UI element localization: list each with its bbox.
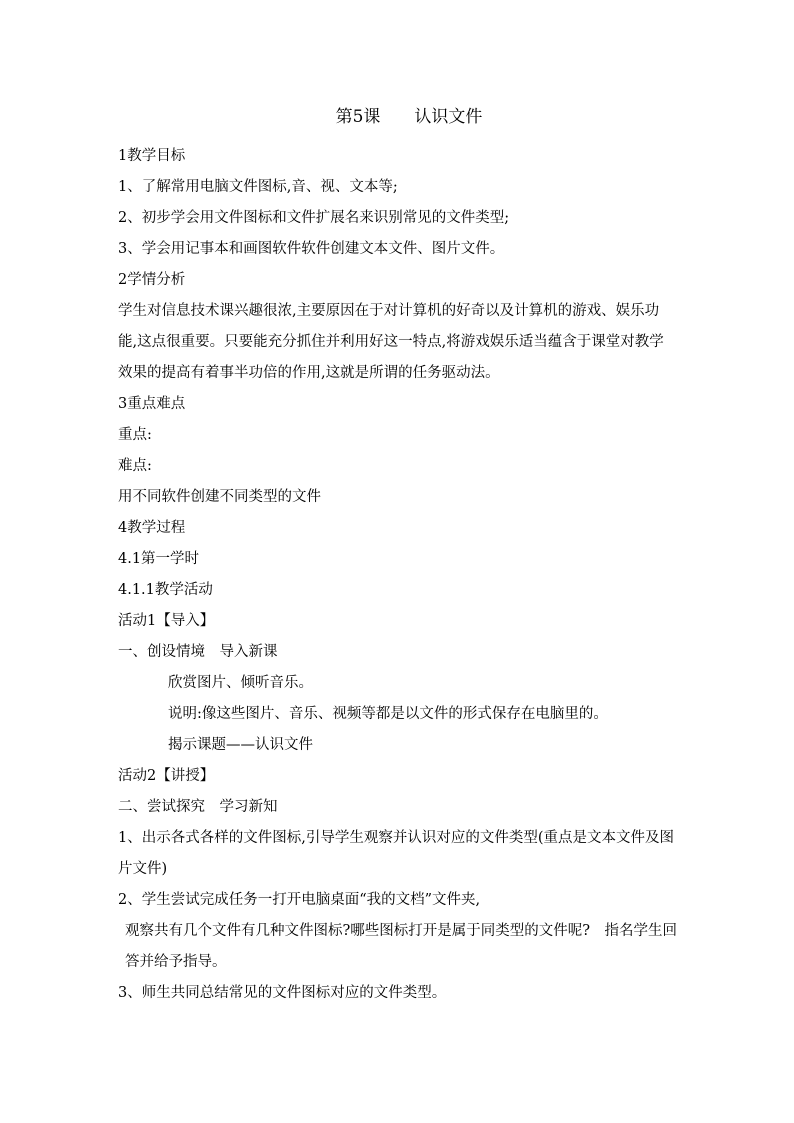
objective-item: 1、了解常用电脑文件图标,音、视、文本等; xyxy=(118,179,398,195)
step-detail: 观察共有几个文件有几种文件图标?哪些图标打开是属于同类型的文件呢? 指名学生回答并给予指导。 xyxy=(125,923,678,970)
analysis-paragraph: 学生对信息技术课兴趣很浓,主要原因在于对计算机的好奇以及计算机的游戏、娱乐功能,这点很重要。只要能充分抓住并利用好这一特点,将游戏娱乐适当蕴含于课堂对教学效果的提高有着事半功倍的作用,这就是所谓的任务驱动法。 xyxy=(118,303,664,381)
step-detail: 揭示课题——认识文件 xyxy=(168,737,313,753)
step-detail: 2、学生尝试完成任务一打开电脑桌面“我的文档”文件夹, xyxy=(118,892,481,908)
step-heading: 二、尝试探究 学习新知 xyxy=(118,799,278,815)
step-detail: 欣赏图片、倾听音乐。 xyxy=(168,675,313,691)
step-detail: 1、出示各式各样的文件图标,引导学生观察并认识对应的文件类型(重点是文本文件及图片文件) xyxy=(118,830,674,877)
key-point-label: 重点: xyxy=(118,427,152,443)
section-heading-key-points: 3重点难点 xyxy=(118,396,186,412)
section-heading-objectives: 1教学目标 xyxy=(118,148,186,164)
document-body xyxy=(118,141,678,1009)
objective-item: 3、学会用记事本和画图软件软件创建文本文件、图片文件。 xyxy=(118,241,505,257)
activity-heading: 活动1【导入】 xyxy=(118,613,215,629)
difficulty-label: 难点: xyxy=(118,458,152,474)
step-detail: 3、师生共同总结常见的文件图标对应的文件类型。 xyxy=(118,985,447,1001)
lesson-title: 第5课 认识文件 xyxy=(335,107,483,127)
objective-item: 2、初步学会用文件图标和文件扩展名来识别常见的文件类型; xyxy=(118,210,510,226)
step-heading: 一、创设情境 导入新课 xyxy=(118,644,278,660)
section-heading-process: 4教学过程 xyxy=(118,520,186,536)
step-detail: 说明:像这些图片、音乐、视频等都是以文件的形式保存在电脑里的。 xyxy=(168,706,608,722)
subsection-heading: 4.1第一学时 xyxy=(118,551,200,567)
section-heading-analysis: 2学情分析 xyxy=(118,272,186,288)
activity-heading: 活动2【讲授】 xyxy=(118,768,215,784)
difficulty-text: 用不同软件创建不同类型的文件 xyxy=(118,489,321,505)
subsection-heading: 4.1.1教学活动 xyxy=(118,582,213,598)
